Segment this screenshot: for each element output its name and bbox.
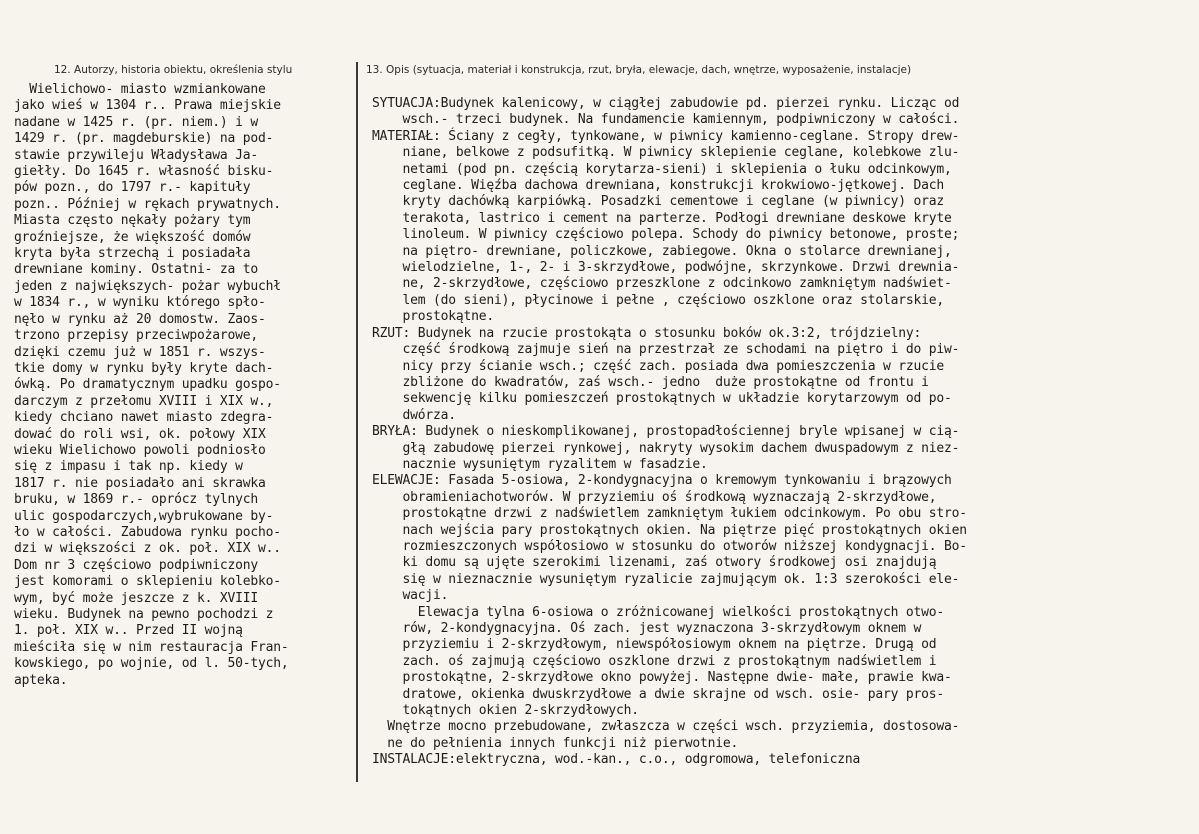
history-text-line: wym, być może jeszcze z k. XVIII	[14, 590, 259, 606]
history-text-line: ówką. Po dramatycznym upadku gospo-	[14, 377, 281, 393]
history-text-line: wieku. Budynek na pewno pochodzi z	[14, 607, 274, 622]
description-text-line: BRYŁA: Budynek o nieskomplikowanej, prostopadłościennej bryle wpisanej w cią-	[372, 424, 960, 440]
section-13-header: 13. Opis (sytuacja, materiał i konstrukcja, rzut, bryła, elewacje, dach, wnętrze, wyposażenie, instalacje)	[366, 64, 912, 76]
history-text-line: 1. poł. XIX w.. Przed II wojną	[14, 623, 243, 639]
description-text-line: wacji.	[372, 588, 449, 604]
description-text-line: netami (pod pn. częścią korytarza-sieni) i sklepienia o łuku odcinkowym,	[372, 161, 952, 177]
description-text-line: ELEWACJE: Fasada 5-osiowa, 2-kondygnacyjna o kremowym tynkowaniu i brązowych	[372, 473, 952, 489]
history-text-line: Wielichowo- miasto wzmiankowane	[14, 82, 266, 97]
history-text-line: ło w całości. Zabudowa rynku pocho-	[14, 524, 281, 540]
description-text-line: linoleum. W piwnicy częściowo polepa. Schody do piwnicy betonowe, proste;	[372, 227, 960, 243]
description-text-line: niane, belkowe z podsufitką. W piwnicy sklepienie ceglane, kolebkowe zlu-	[372, 145, 960, 161]
history-text-line: pozn.. Później w rękach prywatnych.	[14, 196, 281, 212]
history-text-line: wieku Wielichowo powoli podniosło	[14, 442, 266, 458]
description-text-line: lem (do sieni), płycinowe i pełne , częściowo oszklone oraz stolarskie,	[372, 292, 944, 308]
description-text-line: ne do pełnienia innych funkcji niż pierwotnie.	[372, 735, 739, 751]
description-text-line: nacznie wysuniętym ryzalitem w fasadzie.	[372, 456, 708, 472]
description-text-line: prostokątne.	[372, 309, 495, 325]
history-text-line: tkie domy w rynku były kryte dach-	[14, 360, 274, 376]
description-text-line: Wnętrze mocno przebudowane, zwłaszcza w części wsch. przyziemia, dostosowa-	[372, 719, 960, 735]
description-text-column	[372, 96, 1192, 769]
description-text-line: prostokątne, 2-skrzydłowe okno powyżej. Następne dwie- małe, prawie kwa-	[372, 670, 952, 686]
history-text-line: się z impasu i tak np. kiedy w	[14, 459, 243, 475]
history-text-line: dzi w większości z ok. poł. XIX w..	[14, 541, 281, 557]
history-text-line: kiedy chciano nawet miasto zdegra-	[14, 410, 274, 426]
description-text-line: tokątnych okien 2-skrzydłowych.	[372, 703, 639, 719]
history-text-line: nadane w 1425 r. (pr. niem.) i w	[14, 114, 259, 130]
history-text-line: kryta była strzechą i posiadała	[14, 246, 251, 262]
history-text-line: 1817 r. nie posiadało ani skrawka	[14, 475, 266, 491]
history-text-line: drewniane kominy. Ostatni- za to	[14, 262, 259, 278]
history-text-line: groźniejsze, że większość domów	[14, 229, 251, 245]
history-text-line: jeden z największych- pożar wybuchł	[14, 278, 281, 294]
history-text-line: stawie przywileju Władysława Ja-	[14, 147, 259, 163]
history-text-line: trzono przepisy przeciwpożarowe,	[14, 328, 259, 344]
history-text-line: jest komorami o sklepieniu kolebko-	[14, 574, 281, 590]
description-text-line: kryty dachówką karpiówką. Posadzki cementowe i ceglane (w piwnicy) oraz	[372, 194, 944, 210]
section-12-header: 12. Autorzy, historia obiektu, określenia stylu	[54, 64, 293, 76]
description-text-line: głą zabudowę pierzei rynkowej, nakryty wysokim dachem dwuspadowym z niez-	[372, 440, 960, 456]
description-text-line: RZUT: Budynek na rzucie prostokąta o stosunku boków ok.3:2, trójdzielny:	[372, 325, 922, 341]
description-text-line: rozmieszczonych współosiowo w stosunku do otworów niższej kondygnacji. Bo-	[372, 538, 967, 554]
description-text-line: MATERIAŁ: Ściany z cegły, tynkowane, w piwnicy kamienno-ceglane. Stropy drew-	[372, 128, 960, 144]
description-text-line: sekwencję kilku pomieszczeń prostokątnych w układzie korytarzowym od po-	[372, 391, 952, 407]
description-text-line: część środkową zajmuje sień na przestrzał ze schodami na piętro i do piw-	[372, 342, 960, 358]
description-text-line: SYTUACJA:Budynek kalenicowy, w ciągłej zabudowie pd. pierzei rynku. Licząc od	[372, 96, 960, 111]
description-text-line: dratowe, okienka dwuskrzydłowe a dwie skrajne od wsch. osie- pary pros-	[372, 686, 944, 702]
history-text-line: nęło w rynku aż 20 domostw. Zaos-	[14, 311, 266, 327]
description-text-line: INSTALACJE:elektryczna, wod.-kan., c.o., odgromowa, telefoniczna	[372, 752, 861, 768]
description-text-line: nach wejścia pary prostokątnych okien. Na piętrze pięć prostokątnych okien	[372, 522, 967, 538]
description-text-line: prostokątne drzwi z nadświetlem zamkniętym łukiem odcinkowym. Po obu stro-	[372, 506, 967, 522]
history-text-line: ulic gospodarczych,wybrukowane by-	[14, 508, 274, 524]
description-text-line: nicy przy ścianie wsch.; część zach. posiada dwa pomieszczenia w rzucie	[372, 358, 944, 374]
history-text-line: bruku, w 1869 r.- oprócz tylnych	[14, 492, 259, 508]
description-text-line: zach. oś zajmują częściowo oszklone drzwi z prostokątnym nadświetlem i	[372, 653, 937, 669]
description-text-line: ne, 2-skrzydłowe, częściowo przeszklone z odcinkowo zamkniętym nadświet-	[372, 276, 952, 292]
history-text-line: kowskiego, po wojnie, od l. 50-tych,	[14, 656, 289, 672]
description-text-line: wsch.- trzeci budynek. Na fundamencie kamiennym, podpiwniczony w całości.	[372, 112, 960, 128]
description-text-line: wielodzielne, 1-, 2- i 3-skrzydłowe, podwójne, skrzynkowe. Drzwi drewnia-	[372, 260, 960, 276]
history-text-line: Miasta często nękały pożary tym	[14, 213, 251, 229]
history-text-column	[14, 82, 354, 689]
history-text-line: giełły. Do 1645 r. własność bisku-	[14, 164, 274, 180]
description-text-line: Elewacja tylna 6-osiowa o zróżnicowanej wielkości prostokątnych otwo-	[372, 604, 944, 620]
history-text-line: 1429 r. (pr. magdeburskie) na pod-	[14, 131, 274, 147]
history-text-line: w 1834 r., w wyniku którego spło-	[14, 295, 266, 311]
column-divider	[356, 62, 358, 782]
description-text-line: się w nieznacznie wysuniętym ryzalicie zajmującym ok. 1:3 szerokości ele-	[372, 571, 960, 587]
history-text-line: apteka.	[14, 672, 68, 688]
history-text-line: dzięki czemu już w 1851 r. wszys-	[14, 344, 266, 360]
description-text-line: ceglane. Więźba dachowa drewniana, konstrukcji krokwiowo-jętkowej. Dach	[372, 178, 944, 194]
description-text-line: obramieniachotworów. W przyziemiu oś środkową wyznaczają 2-skrzydłowe,	[372, 489, 937, 505]
description-text-line: ki domu są ujęte szerokimi lizenami, zaś otwory środkowej osi znajdują	[372, 555, 937, 571]
description-text-line: dwórza.	[372, 407, 456, 423]
history-text-line: Dom nr 3 częściowo podpiwniczony	[14, 557, 259, 573]
description-text-line: rów, 2-kondygnacyjna. Oś zach. jest wyznaczona 3-skrzydłowym oknem w	[372, 621, 922, 636]
history-text-line: dować do roli wsi, ok. połowy XIX	[14, 426, 266, 442]
history-text-line: jako wieś w 1304 r.. Prawa miejskie	[14, 98, 281, 114]
history-text-line: mieściła się w nim restauracja Fran-	[14, 639, 289, 655]
description-text-line: terakota, lastrico i cement na parterze. Podłogi drewniane deskowe kryte	[372, 210, 952, 226]
history-text-line: pów pozn., do 1797 r.- kapituły	[14, 180, 251, 196]
description-text-line: zbliżone do kwadratów, zaś wsch.- jedno duże prostokątne od frontu i	[372, 374, 929, 390]
history-text-line: darczym z przełomu XVIII i XIX w.,	[14, 393, 274, 409]
description-text-line: przyziemiu i 2-skrzydłowym, niewspółosiowym oknem na piętrze. Drugą od	[372, 637, 937, 653]
description-text-line: na piętro- drewniane, policzkowe, zabiegowe. Okna o stolarce drewnianej,	[372, 243, 952, 259]
